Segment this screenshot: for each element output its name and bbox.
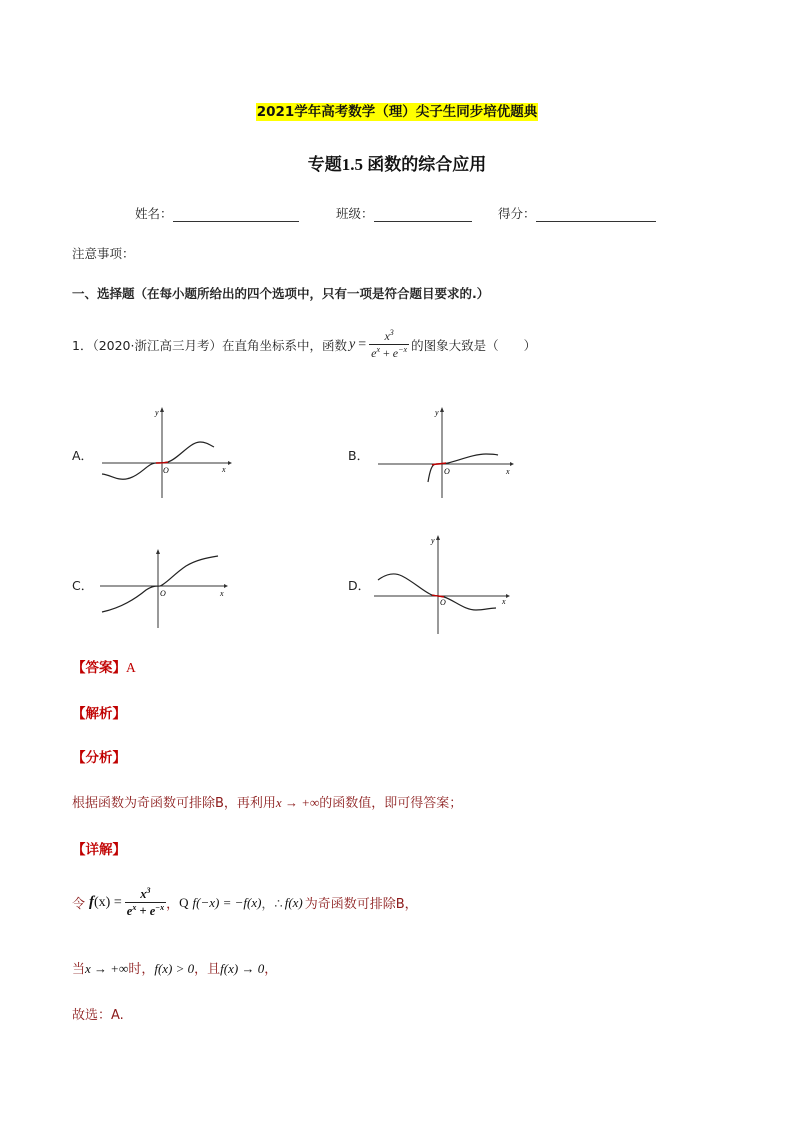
when-cond: x → +∞: [85, 961, 129, 976]
question-fraction: [369, 328, 409, 361]
curve-b-origin: [432, 463, 446, 465]
when-shi: 时，: [128, 962, 155, 977]
when-c2: f(x) → 0: [220, 961, 265, 976]
question-prefix: 1．（2020·浙江高三月考）在直角坐标系中，函数: [72, 337, 347, 353]
y-label: y: [431, 536, 435, 545]
name-blank: [173, 207, 299, 222]
numerator-exponent: 3: [389, 328, 394, 337]
score-blank: [536, 207, 656, 222]
detail-label: 【详解】: [72, 842, 126, 858]
y-arrow: [160, 407, 164, 412]
document-header: [0, 100, 794, 120]
when-dang: 当: [72, 962, 86, 977]
curve-a: [102, 442, 214, 479]
option-b-graph: [374, 402, 524, 502]
fraction-numerator: x: [384, 329, 390, 343]
origin-label: O: [440, 598, 446, 607]
detail-odd-eq: f(−x) = −f(x): [192, 894, 262, 910]
curve-d-origin: [432, 595, 444, 597]
detail-ling: 令: [72, 897, 86, 913]
detail-den-exp2: −x: [155, 903, 165, 913]
option-c-label: C．: [72, 578, 94, 593]
y-label: y: [435, 408, 439, 417]
y-label: y: [155, 408, 159, 417]
x-arrow: [228, 461, 232, 465]
fenxi-math: x → +∞: [275, 795, 320, 810]
den-exp2: −x: [398, 345, 408, 354]
option-c-graph: [96, 546, 236, 630]
notice-heading: 注意事项：: [72, 246, 135, 261]
when-line: [72, 958, 277, 977]
y-arrow: [436, 535, 440, 540]
detail-fx2: f(x): [284, 894, 303, 910]
header-title: 2021学年高考数学（理）尖子生同步培优题典: [256, 104, 538, 120]
detail-den-e2: e: [149, 904, 156, 919]
den-e1: e: [371, 346, 377, 360]
score-field: [498, 204, 656, 222]
x-arrow: [510, 462, 514, 466]
y-arrow: [440, 407, 444, 412]
x-label: x: [502, 597, 506, 606]
name-label: 姓名：: [135, 206, 173, 221]
fenxi-part1: 根据函数为奇函数可排除B，再利用: [72, 796, 276, 811]
x-label: x: [222, 465, 226, 474]
answer-line: [72, 656, 136, 676]
question-1: [72, 328, 536, 361]
when-c1: f(x) > 0: [154, 961, 195, 976]
detail-q: Q: [179, 894, 189, 910]
origin-label: O: [444, 467, 450, 476]
when-end: ，: [264, 962, 278, 977]
page-title: 专题1.5 函数的综合应用: [307, 155, 487, 174]
class-blank: [374, 207, 472, 222]
option-d-graph: [370, 528, 520, 636]
class-field: [336, 204, 472, 222]
option-a-graph: [96, 402, 236, 502]
answer-label: 【答案】: [72, 660, 126, 676]
curve-c: [102, 556, 218, 612]
option-b-label: B．: [348, 448, 370, 463]
x-label: x: [220, 589, 224, 598]
detail-den-plus: +: [136, 904, 150, 919]
question-suffix: 的图象大致是（ ）: [411, 337, 537, 353]
detail-fx: (x) =: [94, 894, 122, 910]
score-label: 得分：: [498, 206, 536, 221]
question-y: y: [349, 336, 356, 352]
question-eq: =: [358, 336, 367, 352]
option-d-label: D．: [348, 578, 371, 593]
x-label: x: [506, 467, 510, 476]
origin-label: O: [160, 589, 166, 598]
curve-b: [428, 454, 498, 482]
x-arrow: [224, 584, 228, 588]
analysis-label: 【解析】: [72, 706, 126, 722]
answer-value: A: [126, 660, 136, 675]
detail-fraction: [125, 886, 166, 919]
x-arrow: [506, 594, 510, 598]
detail-odd-text: 为奇函数可排除B，: [304, 897, 418, 913]
den-e2: e: [392, 346, 399, 360]
den-exp1: x: [376, 345, 381, 354]
when-qie: ，且: [194, 962, 221, 977]
detail-line: [72, 886, 418, 919]
detail-f: f: [89, 894, 95, 911]
choose-line: 故选：A.: [72, 1008, 124, 1023]
name-field: [135, 204, 299, 222]
y-arrow: [156, 549, 160, 554]
detail-therefore: ，∴: [261, 897, 283, 913]
detail-num: x: [140, 887, 147, 902]
origin-label: O: [163, 466, 169, 475]
den-plus: +: [380, 346, 393, 360]
class-label: 班级：: [336, 206, 374, 221]
section-heading: 一、选择题（在每小题所给出的四个选项中，只有一项是符合题目要求的.）: [72, 286, 490, 301]
detail-den-exp1: x: [132, 903, 137, 913]
fenxi-text: [72, 792, 462, 811]
detail-comma: ，: [166, 897, 180, 913]
fenxi-part2: 的函数值，即可得答案；: [319, 796, 463, 811]
option-a-label: A．: [72, 448, 94, 463]
detail-num-exp: 3: [146, 886, 151, 895]
fenxi-label: 【分析】: [72, 750, 126, 766]
curve-d: [378, 574, 496, 610]
detail-den-e1: e: [126, 904, 133, 919]
